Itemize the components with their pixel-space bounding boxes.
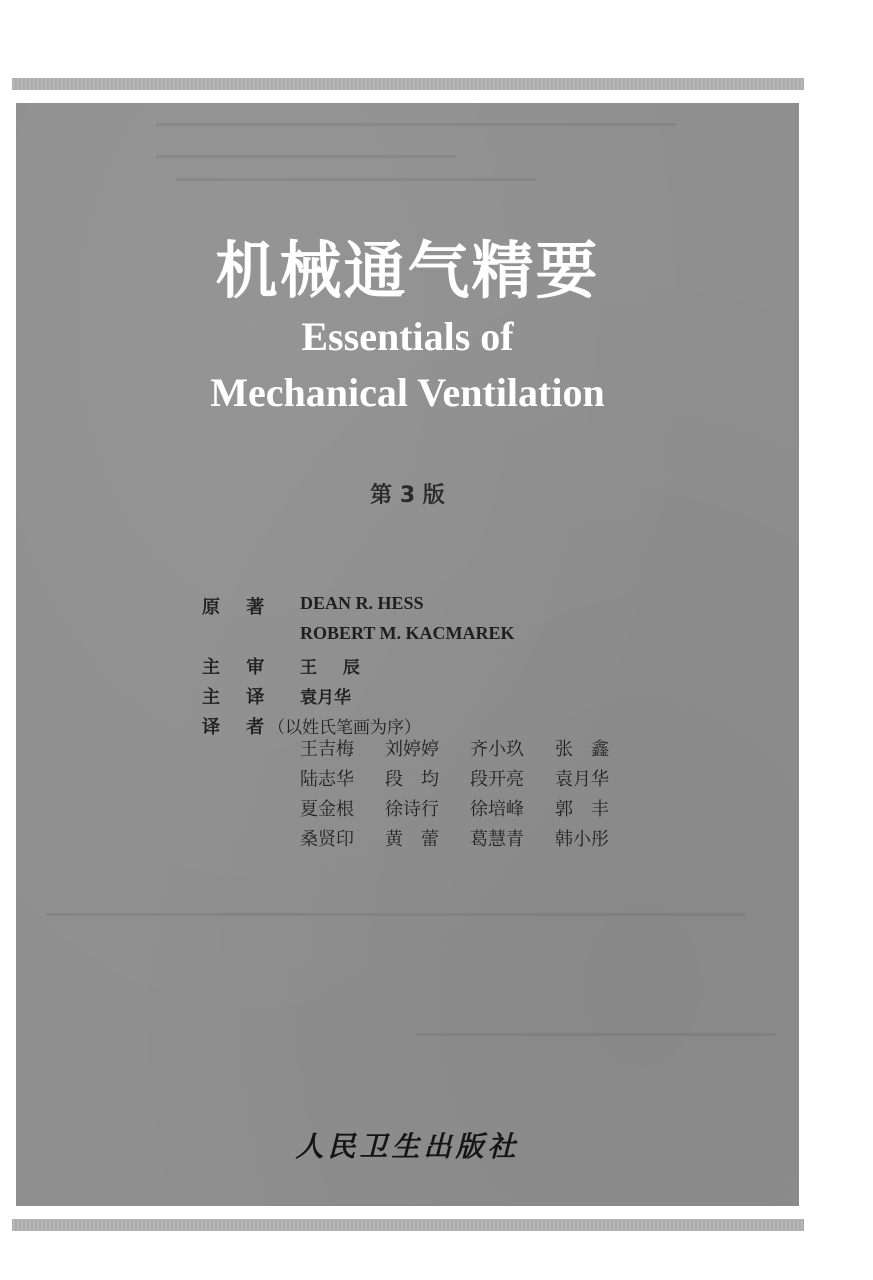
book-title-english-line-2: Mechanical Ventilation [210,370,605,415]
bottom-scan-band [12,1219,804,1231]
book-title-chinese: 机械通气精要 [215,234,600,307]
top-scan-band [12,78,804,90]
author-name: DEAN R. HESS [300,593,424,613]
reviewer-label: 主 审 [202,657,275,678]
edition-label: 第 3 版 [370,483,445,508]
show-through-line [156,155,456,158]
reviewer-name: 王 辰 [300,658,370,678]
translator-name: 韩小彤 [555,829,609,850]
show-through-line [176,178,536,181]
translator-name: 陆志华 [300,769,354,790]
translator-name: 徐培峰 [470,799,524,820]
translator-name: 刘婷婷 [385,739,439,760]
chief-translator-label: 主 译 [202,687,275,708]
translator-name: 段 均 [385,769,439,790]
translator-name: 王吉梅 [300,739,354,760]
book-title-english-line-1: Essentials of [301,314,514,359]
translator-name: 齐小玖 [470,739,524,760]
translator-name: 桑贤印 [300,829,354,850]
translator-name: 夏金根 [300,799,354,820]
translator-name: 黄 蕾 [385,829,439,850]
translators-ordering-note: （以姓氏笔画为序） [268,718,421,738]
translators-label: 译 者 [202,717,275,738]
author-name: ROBERT M. KACMAREK [300,623,515,643]
show-through-line [156,123,676,126]
translator-name: 郭 丰 [555,799,609,820]
translator-name: 徐诗行 [385,799,439,820]
show-through-line [416,1033,776,1036]
translator-name: 袁月华 [555,769,609,790]
translator-name: 段开亮 [470,769,524,790]
original-authors-label: 原 著 [202,597,275,618]
book-cover [16,103,799,1206]
show-through-line [46,913,746,916]
translator-name: 张 鑫 [555,739,609,760]
publisher-name: 人民卫生出版社 [295,1130,520,1163]
chief-translator-name: 袁月华 [300,688,351,708]
translator-name: 葛慧青 [470,829,524,850]
